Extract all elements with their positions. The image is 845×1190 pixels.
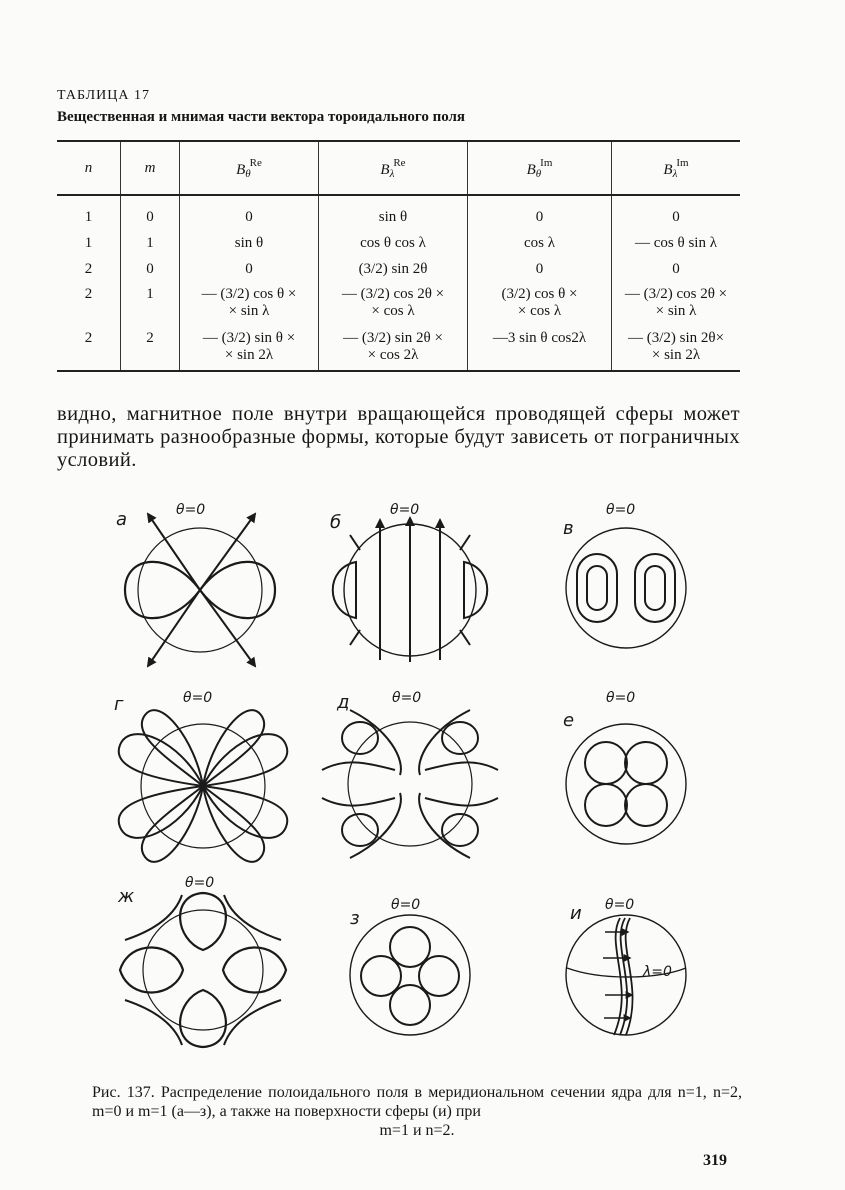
cell-m: 1: [121, 230, 180, 256]
cell-b-lambda-re: (3/2) sin 2θ: [319, 256, 468, 282]
panel-letter-d: д: [337, 692, 350, 713]
cell-line: — (3/2) sin 2θ ×: [343, 330, 443, 346]
field-line: [148, 514, 200, 590]
panel-letter-a: а: [116, 509, 128, 530]
panel-g: [114, 690, 287, 862]
theta-label: θ=0: [605, 897, 635, 913]
field-loop: [390, 985, 430, 1025]
cell-line: — (3/2) cos 2θ ×: [624, 286, 728, 302]
table-label: ТАБЛИЦА 17: [57, 88, 150, 103]
cell-line: — (3/2) sin θ ×: [202, 330, 296, 346]
cell-b-theta-im: cos λ: [468, 230, 612, 256]
cell-line: × sin λ: [655, 303, 697, 319]
cell-line: × cos λ: [517, 303, 562, 319]
cell-line: —3 sin θ cos2λ: [492, 330, 587, 346]
field-loop: [625, 742, 667, 784]
cell-b-lambda-im: 0: [612, 204, 741, 230]
field-line: [322, 762, 395, 770]
cell-n: 1: [84, 208, 93, 225]
field-loop: [342, 814, 378, 846]
header-m: m: [121, 141, 180, 195]
theta-label: θ=0: [390, 502, 420, 518]
cell-m: 2: [121, 326, 180, 371]
field-line: [148, 590, 200, 666]
field-line: [200, 514, 255, 590]
panel-letter-e: е: [563, 710, 575, 731]
cell-n: 1: [84, 234, 93, 251]
field-loop: [125, 562, 200, 618]
panel-letter-g: г: [114, 694, 124, 715]
header-n: n: [57, 141, 121, 195]
field-loop: [120, 947, 183, 992]
field-loop: [119, 786, 203, 838]
panel-letter-i: и: [570, 903, 582, 924]
cell-line: — (3/2) cos θ ×: [201, 286, 297, 302]
cell-b-theta-re: [180, 282, 319, 326]
table-row: [57, 256, 740, 282]
panel-a: [116, 502, 275, 666]
sphere-outline: [348, 722, 472, 846]
field-loop: [419, 956, 459, 996]
field-loop: [119, 734, 203, 786]
cell-n: 2: [84, 330, 93, 346]
table-row: [57, 326, 740, 371]
field-loop: [200, 562, 275, 618]
field-line: [350, 535, 360, 550]
cell-b-theta-im: [468, 326, 612, 371]
field-line: [460, 630, 470, 645]
field-loop: [223, 947, 286, 992]
table-caption: Вещественная и мнимая части вектора тороидального поля: [57, 109, 466, 125]
cell-b-lambda-re: [319, 326, 468, 371]
field-loop: [635, 554, 675, 622]
header-b-theta-re: $B_\theta^{Re}$: [180, 141, 319, 195]
field-loop: [625, 784, 667, 826]
field-line: [200, 590, 255, 666]
cell-line: (3/2) cos θ ×: [501, 286, 578, 302]
theta-label: θ=0: [606, 502, 636, 518]
cell-b-theta-re: 0: [180, 256, 319, 282]
cell-line: × sin 2λ: [651, 347, 701, 363]
panel-zh: [117, 875, 286, 1047]
field-loop: [587, 566, 607, 610]
panel-e: [563, 690, 686, 844]
theta-label: θ=0: [391, 897, 421, 913]
panel-letter-b: б: [330, 512, 342, 533]
cell-m: 0: [121, 256, 180, 282]
header-b-lambda-re: $B_\lambda^{Re}$: [319, 141, 468, 195]
field-loop: [203, 734, 287, 786]
cell-n: 2: [84, 286, 93, 302]
field-loop: [585, 742, 627, 784]
theta-label: θ=0: [185, 875, 215, 891]
figure-caption-last: m=1 и n=2.: [379, 1122, 455, 1139]
cell-b-lambda-re: sin θ: [319, 204, 468, 230]
field-loop: [645, 566, 665, 610]
field-line: [425, 762, 498, 770]
sphere-outline: [566, 528, 686, 648]
cell-line: × cos λ: [371, 303, 415, 319]
cell-line: × cos 2λ: [367, 347, 419, 363]
field-loop: [577, 554, 617, 622]
cell-b-theta-im: [468, 282, 612, 326]
cell-m: 1: [121, 282, 180, 326]
cell-m: 0: [121, 204, 180, 230]
field-loop: [180, 893, 226, 950]
cell-line: — (3/2) cos 2θ ×: [341, 286, 445, 302]
field-loop: [203, 786, 287, 838]
lambda-label: λ=0: [643, 964, 672, 980]
theta-label: θ=0: [176, 502, 206, 518]
figure-caption: [92, 1083, 742, 1140]
panel-i: [566, 897, 686, 1035]
field-loop: [180, 990, 226, 1047]
table-row: [57, 282, 740, 326]
field-loop: [361, 956, 401, 996]
cell-b-lambda-im: 0: [612, 256, 741, 282]
field-loop: [390, 927, 430, 967]
cell-b-theta-re: [180, 326, 319, 371]
field-line: [350, 630, 360, 645]
cell-b-theta-re: sin θ: [180, 230, 319, 256]
sphere-outline: [350, 915, 470, 1035]
panel-d: [322, 690, 498, 858]
cell-line: × sin 2λ: [224, 347, 274, 363]
panel-letter-z: з: [350, 908, 360, 929]
cell-line: — (3/2) sin 2θ×: [627, 330, 725, 346]
cell-b-theta-im: 0: [468, 256, 612, 282]
cell-b-theta-re: 0: [180, 204, 319, 230]
header-b-lambda-im: $B_\lambda^{Im}$: [612, 141, 741, 195]
theta-label: θ=0: [392, 690, 422, 706]
table-header-row: [57, 141, 740, 195]
field-loop: [342, 722, 378, 754]
figure-caption-main: Рис. 137. Распределение полоидального поля в меридиональном сечении ядра для n=1, n=2, m=0 и m=1 (а—з), а также на поверхности сферы (и) при: [92, 1084, 742, 1120]
field-line: [460, 535, 470, 550]
panel-z: [350, 897, 470, 1035]
table-row: [57, 230, 740, 256]
table-row: [57, 204, 740, 230]
panel-letter-v: в: [563, 518, 574, 539]
sphere-outline: [566, 724, 686, 844]
field-line: [322, 798, 395, 806]
sphere-outline: [143, 910, 263, 1030]
cell-n: 2: [84, 260, 93, 277]
panel-letter-zh: ж: [118, 886, 135, 907]
field-loop: [585, 784, 627, 826]
toroidal-field-table: [57, 140, 740, 372]
header-b-theta-im: $B_\theta^{Im}$: [468, 141, 612, 195]
cell-b-theta-im: 0: [468, 204, 612, 230]
cell-b-lambda-re: [319, 282, 468, 326]
field-loop: [442, 722, 478, 754]
panel-v: [563, 502, 686, 648]
cell-b-lambda-im: [612, 326, 741, 371]
cell-b-lambda-re: cos θ cos λ: [319, 230, 468, 256]
field-line: [425, 798, 498, 806]
page-number: 319: [703, 1152, 727, 1169]
cell-b-lambda-im: — cos θ sin λ: [612, 230, 741, 256]
panel-b: [330, 502, 487, 662]
field-loop: [442, 814, 478, 846]
cell-b-lambda-im: [612, 282, 741, 326]
theta-label: θ=0: [183, 690, 213, 706]
body-paragraph: видно, магнитное поле внутри вращающейся проводящей сферы может принимать разнообразные формы, которые будут зависеть от пограничных условий.: [57, 403, 740, 471]
theta-label: θ=0: [606, 690, 636, 706]
field-diagram-figure: [0, 490, 845, 1075]
cell-line: × sin λ: [228, 303, 270, 319]
